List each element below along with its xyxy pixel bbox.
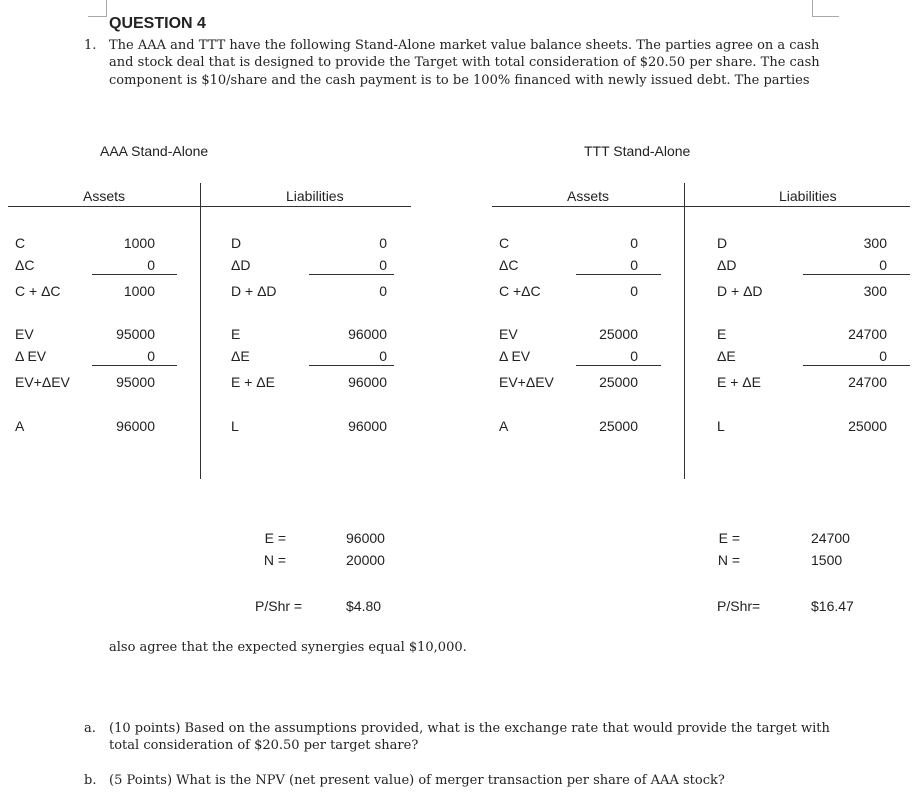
aaa-header-rule <box>8 206 411 207</box>
aaa-liability-value-1: 0 <box>379 235 387 251</box>
aaa-asset-label-5: Δ EV <box>15 348 47 364</box>
aaa-liability-value-2: 0 <box>379 257 387 273</box>
aaa-divider <box>200 183 201 479</box>
ttt-asset-label-6: EV+ΔEV <box>499 374 554 390</box>
question-number: 1. <box>84 38 97 53</box>
ttt-asset-value-7: 25000 <box>599 418 638 434</box>
ttt-asset-value-4: 25000 <box>599 326 638 342</box>
ttt-liability-value-3: 300 <box>863 283 887 299</box>
aaa-liabilities-header: Liabilities <box>286 188 344 204</box>
crop-mark-left <box>88 0 107 17</box>
aaa-liability-value-3: 0 <box>379 283 387 299</box>
aaa-pshr-value: $4.80 <box>346 598 382 614</box>
ttt-title: TTT Stand-Alone <box>584 143 691 159</box>
aaa-asset-value-3: 1000 <box>123 283 155 299</box>
aaa-asset-value-6: 95000 <box>116 374 155 390</box>
aaa-assets-sum-rule-2 <box>92 365 177 366</box>
aaa-liability-value-5: 0 <box>379 348 387 364</box>
aaa-n-value: 20000 <box>346 552 385 568</box>
ttt-liability-label-3: D + ΔD <box>717 283 763 299</box>
ttt-pshr-label: P/Shr= <box>717 598 761 614</box>
aaa-liability-label-6: E + ΔE <box>231 374 275 390</box>
ttt-asset-value-6: 25000 <box>599 374 638 390</box>
aaa-liability-label-4: E <box>231 326 241 342</box>
part-a-line-2: total consideration of $20.50 per target share? <box>109 738 419 753</box>
ttt-liab-sum-rule-1 <box>803 274 910 275</box>
aaa-liability-value-6: 96000 <box>348 374 387 390</box>
ttt-assets-sum-rule-1 <box>576 274 661 275</box>
ttt-header-rule <box>492 206 910 207</box>
aaa-asset-label-2: ΔC <box>15 257 35 273</box>
aaa-liability-value-4: 96000 <box>348 326 387 342</box>
ttt-asset-label-1: C <box>499 235 510 251</box>
ttt-pshr-value: $16.47 <box>811 598 854 614</box>
question-title: QUESTION 4 <box>109 15 206 32</box>
ttt-asset-value-5: 0 <box>630 348 638 364</box>
aaa-asset-label-7: A <box>15 418 25 434</box>
question-continuation: also agree that the expected synergies equal $10,000. <box>109 640 467 655</box>
ttt-liability-label-1: D <box>717 235 728 251</box>
aaa-asset-value-2: 0 <box>147 257 155 273</box>
ttt-asset-label-5: Δ EV <box>499 348 531 364</box>
ttt-liability-label-4: E <box>717 326 727 342</box>
aaa-liability-label-1: D <box>231 235 242 251</box>
part-b-letter: b. <box>84 773 97 788</box>
ttt-asset-label-7: A <box>499 418 509 434</box>
aaa-liability-label-2: ΔD <box>231 257 251 273</box>
ttt-liability-value-2: 0 <box>879 257 887 273</box>
ttt-liab-sum-rule-2 <box>803 365 910 366</box>
aaa-asset-label-4: EV <box>15 326 34 342</box>
aaa-assets-sum-rule-1 <box>92 274 177 275</box>
ttt-asset-value-2: 0 <box>630 257 638 273</box>
part-b-line-1: (5 Points) What is the NPV (net present value) of merger transaction per share of AAA stock? <box>109 773 725 788</box>
aaa-e-value: 96000 <box>346 530 385 546</box>
aaa-liab-sum-rule-2 <box>309 365 394 366</box>
aaa-n-label: N = <box>263 552 286 568</box>
aaa-liab-sum-rule-1 <box>309 274 394 275</box>
ttt-divider <box>684 183 685 479</box>
ttt-liability-value-4: 24700 <box>848 326 887 342</box>
ttt-liability-label-6: E + ΔE <box>717 374 761 390</box>
ttt-liability-value-6: 24700 <box>848 374 887 390</box>
ttt-asset-label-2: ΔC <box>499 257 519 273</box>
ttt-e-value: 24700 <box>811 530 850 546</box>
aaa-liability-label-3: D + ΔD <box>231 283 277 299</box>
ttt-liability-label-2: ΔD <box>717 257 737 273</box>
aaa-asset-label-6: EV+ΔEV <box>15 374 70 390</box>
aaa-asset-label-1: C <box>15 235 26 251</box>
aaa-asset-value-7: 96000 <box>116 418 155 434</box>
intro-line-2: and stock deal that is designed to provide the Target with total consideration of $20.50 per share. The cash <box>109 55 820 70</box>
ttt-asset-label-3: C +ΔC <box>499 283 541 299</box>
ttt-liability-value-1: 300 <box>863 235 887 251</box>
aaa-liability-label-7: L <box>231 418 239 434</box>
aaa-liability-label-5: ΔE <box>231 348 250 364</box>
aaa-pshr-label: P/Shr = <box>255 598 303 614</box>
ttt-assets-sum-rule-2 <box>576 365 661 366</box>
ttt-liability-label-7: L <box>717 418 725 434</box>
ttt-liability-value-7: 25000 <box>848 418 887 434</box>
part-a-letter: a. <box>84 721 96 736</box>
intro-line-3: component is $10/share and the cash payment is to be 100% financed with newly issued debt. The parties <box>109 73 810 88</box>
intro-line-1: The AAA and TTT have the following Stand-Alone market value balance sheets. The parties agree on a cash <box>109 38 820 53</box>
ttt-assets-header: Assets <box>567 188 610 204</box>
part-a-line-1: (10 points) Based on the assumptions provided, what is the exchange rate that would provide the target with <box>109 721 830 736</box>
ttt-liabilities-header: Liabilities <box>779 188 837 204</box>
aaa-e-label: E = <box>264 530 286 546</box>
aaa-asset-value-1: 1000 <box>123 235 155 251</box>
aaa-asset-value-5: 0 <box>147 348 155 364</box>
ttt-liability-value-5: 0 <box>879 348 887 364</box>
aaa-assets-header: Assets <box>83 188 126 204</box>
ttt-liability-label-5: ΔE <box>717 348 736 364</box>
ttt-e-label: E = <box>718 530 740 546</box>
aaa-liability-value-7: 96000 <box>348 418 387 434</box>
aaa-asset-label-3: C + ΔC <box>15 283 61 299</box>
ttt-n-label: N = <box>717 552 740 568</box>
aaa-asset-value-4: 95000 <box>116 326 155 342</box>
ttt-asset-value-3: 0 <box>630 283 638 299</box>
ttt-asset-label-4: EV <box>499 326 518 342</box>
crop-mark-right <box>812 0 839 17</box>
ttt-asset-value-1: 0 <box>630 235 638 251</box>
ttt-n-value: 1500 <box>811 552 843 568</box>
aaa-title: AAA Stand-Alone <box>100 143 209 159</box>
